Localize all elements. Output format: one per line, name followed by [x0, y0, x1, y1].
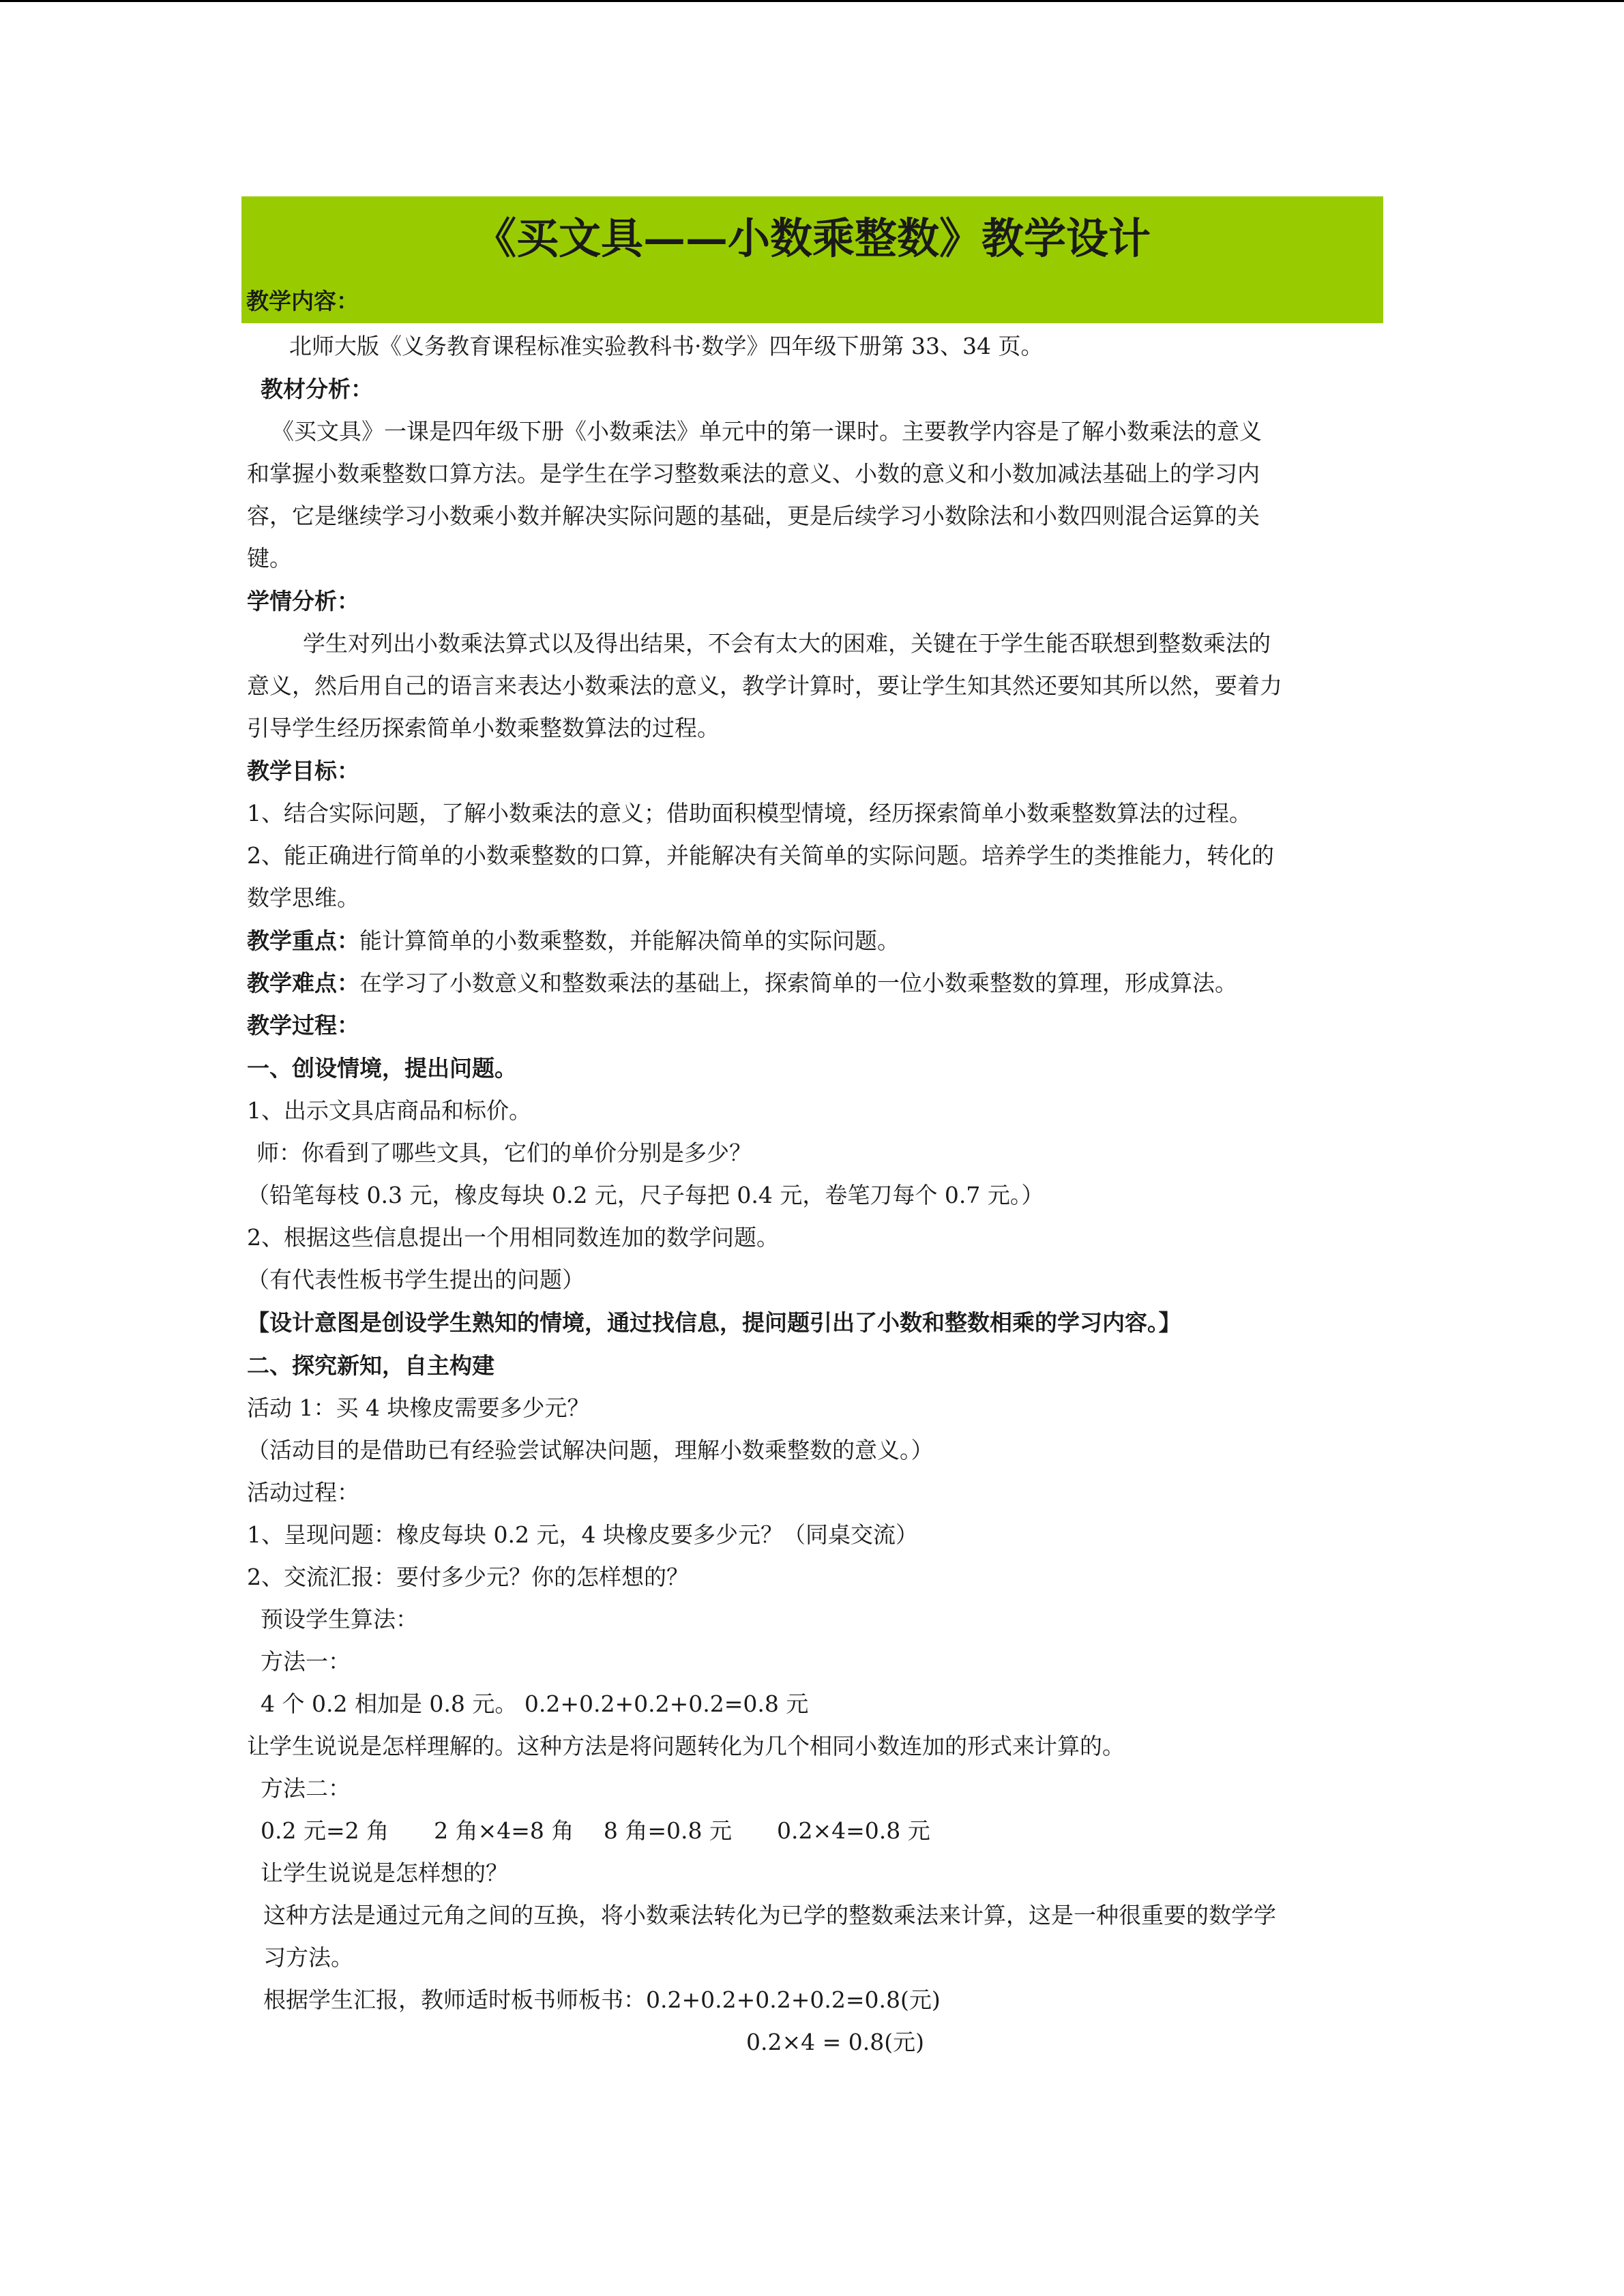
section-1-line: 2、根据这些信息提出一个用相同数连加的数学问题。	[247, 1224, 779, 1251]
section-2-line: 让学生说说是怎样理解的。这种方法是将问题转化为几个相同小数连加的形式来计算的。	[247, 1733, 1125, 1759]
student-analysis-line: 学生对列出小数乘法算式以及得出结果，不会有太大的困难，关键在于学生能否联想到整数乘法的	[303, 630, 1271, 657]
section-2-line: 这种方法是通过元角之间的互换，将小数乘法转化为已学的整数乘法来计算，这是一种很重要的数学学	[263, 1902, 1276, 1928]
key-point-row	[247, 925, 900, 957]
section-2-line: 预设学生算法：	[261, 1606, 418, 1632]
section-2-line: 根据学生汇报，教师适时板书师板书：0.2+0.2+0.2+0.2=0.8(元)	[263, 1986, 941, 2013]
board-writing-formula: 0.2×4 = 0.8(元)	[746, 2029, 924, 2055]
section-2-line: 1、呈现问题：橡皮每块 0.2 元，4 块橡皮要多少元？（同桌交流）	[247, 1521, 918, 1548]
teaching-content-text: 北师大版《义务教育课程标准实验教科书·数学》四年级下册第 33、34 页。	[289, 333, 1044, 359]
section-2-line: 方法二：	[261, 1775, 351, 1802]
difficulty-label: 教学难点：	[247, 970, 359, 996]
material-analysis-line: 容，它是继续学习小数乘小数并解决实际问题的基础，更是后续学习小数除法和小数四则混合运算的关	[247, 503, 1260, 529]
material-analysis-line: 和掌握小数乘整数口算方法。是学生在学习整数乘法的意义、小数的意义和小数加减法基础上的学习内	[247, 460, 1260, 487]
teaching-content-label: 教学内容：	[246, 288, 359, 314]
section-2-line: （活动目的是借助已有经验尝试解决问题，理解小数乘整数的意义。）	[247, 1437, 934, 1463]
student-analysis-line: 引导学生经历探索简单小数乘整数算法的过程。	[247, 715, 720, 741]
section-2-line: 活动 1：买 4 块橡皮需要多少元？	[247, 1395, 590, 1421]
difficulty-text: 在学习了小数意义和整数乘法的基础上，探索简单的一位小数乘整数的算理，形成算法。	[359, 970, 1237, 996]
section-2-line: 0.2 元=2 角 2 角×4=8 角 8 角=0.8 元 0.2×4=0.8 元	[261, 1817, 930, 1844]
key-point-label: 教学重点：	[247, 927, 359, 954]
material-analysis-line: 《买文具》一课是四年级下册《小数乘法》单元中的第一课时。主要教学内容是了解小数乘法的意义	[271, 418, 1262, 445]
section-2-line: 活动过程：	[247, 1479, 359, 1506]
teaching-goal-item: 2、能正确进行简单的小数乘整数的口算，并能解决有关简单的实际问题。培养学生的类推能力，转化的	[247, 842, 1274, 869]
section-2-line: 方法一：	[261, 1648, 351, 1675]
section-1-line: 1、出示文具店商品和标价。	[247, 1097, 531, 1124]
section-1-line: 师：你看到了哪些文具，它们的单价分别是多少？	[256, 1139, 752, 1166]
teaching-goals-label: 教学目标：	[247, 758, 359, 784]
key-point-text: 能计算简单的小数乘整数，并能解决简单的实际问题。	[359, 927, 900, 954]
student-analysis-label: 学情分析：	[247, 588, 359, 614]
teaching-goal-item: 1、结合实际问题，了解小数乘法的意义；借助面积模型情境，经历探索简单小数乘整数算法的过程。	[247, 800, 1252, 826]
document-title: 《买文具——小数乘整数》教学设计	[473, 213, 1151, 263]
title-banner	[241, 196, 1383, 323]
design-intent-note: 【设计意图是创设学生熟知的情境，通过找信息，提问题引出了小数和整数相乘的学习内容。】	[247, 1309, 1181, 1336]
section-2-line: 4 个 0.2 相加是 0.8 元。 0.2+0.2+0.2+0.2=0.8 元	[261, 1690, 809, 1717]
material-analysis-line: 键。	[247, 545, 292, 571]
top-border-rule	[0, 0, 1624, 2]
teaching-process-label: 教学过程：	[247, 1012, 359, 1039]
student-analysis-line: 意义，然后用自己的语言来表达小数乘法的意义，教学计算时，要让学生知其然还要知其所以然，要着力	[247, 672, 1282, 699]
section-1-line: （有代表性板书学生提出的问题）	[247, 1266, 585, 1293]
material-analysis-label: 教材分析：	[261, 376, 373, 402]
teaching-goal-item: 数学思维。	[247, 884, 359, 911]
section-2-line: 2、交流汇报：要付多少元？你的怎样想的？	[247, 1564, 689, 1590]
section-1-line: （铅笔每枝 0.3 元，橡皮每块 0.2 元，尺子每把 0.4 元，卷笔刀每个 0.7 元。）	[247, 1182, 1044, 1208]
section-1-heading: 一、创设情境，提出问题。	[247, 1055, 517, 1082]
section-2-heading: 二、探究新知，自主构建	[247, 1352, 494, 1379]
section-2-line: 让学生说说是怎样想的？	[261, 1860, 508, 1886]
section-2-line: 习方法。	[263, 1944, 353, 1971]
difficulty-row	[247, 967, 1237, 1000]
